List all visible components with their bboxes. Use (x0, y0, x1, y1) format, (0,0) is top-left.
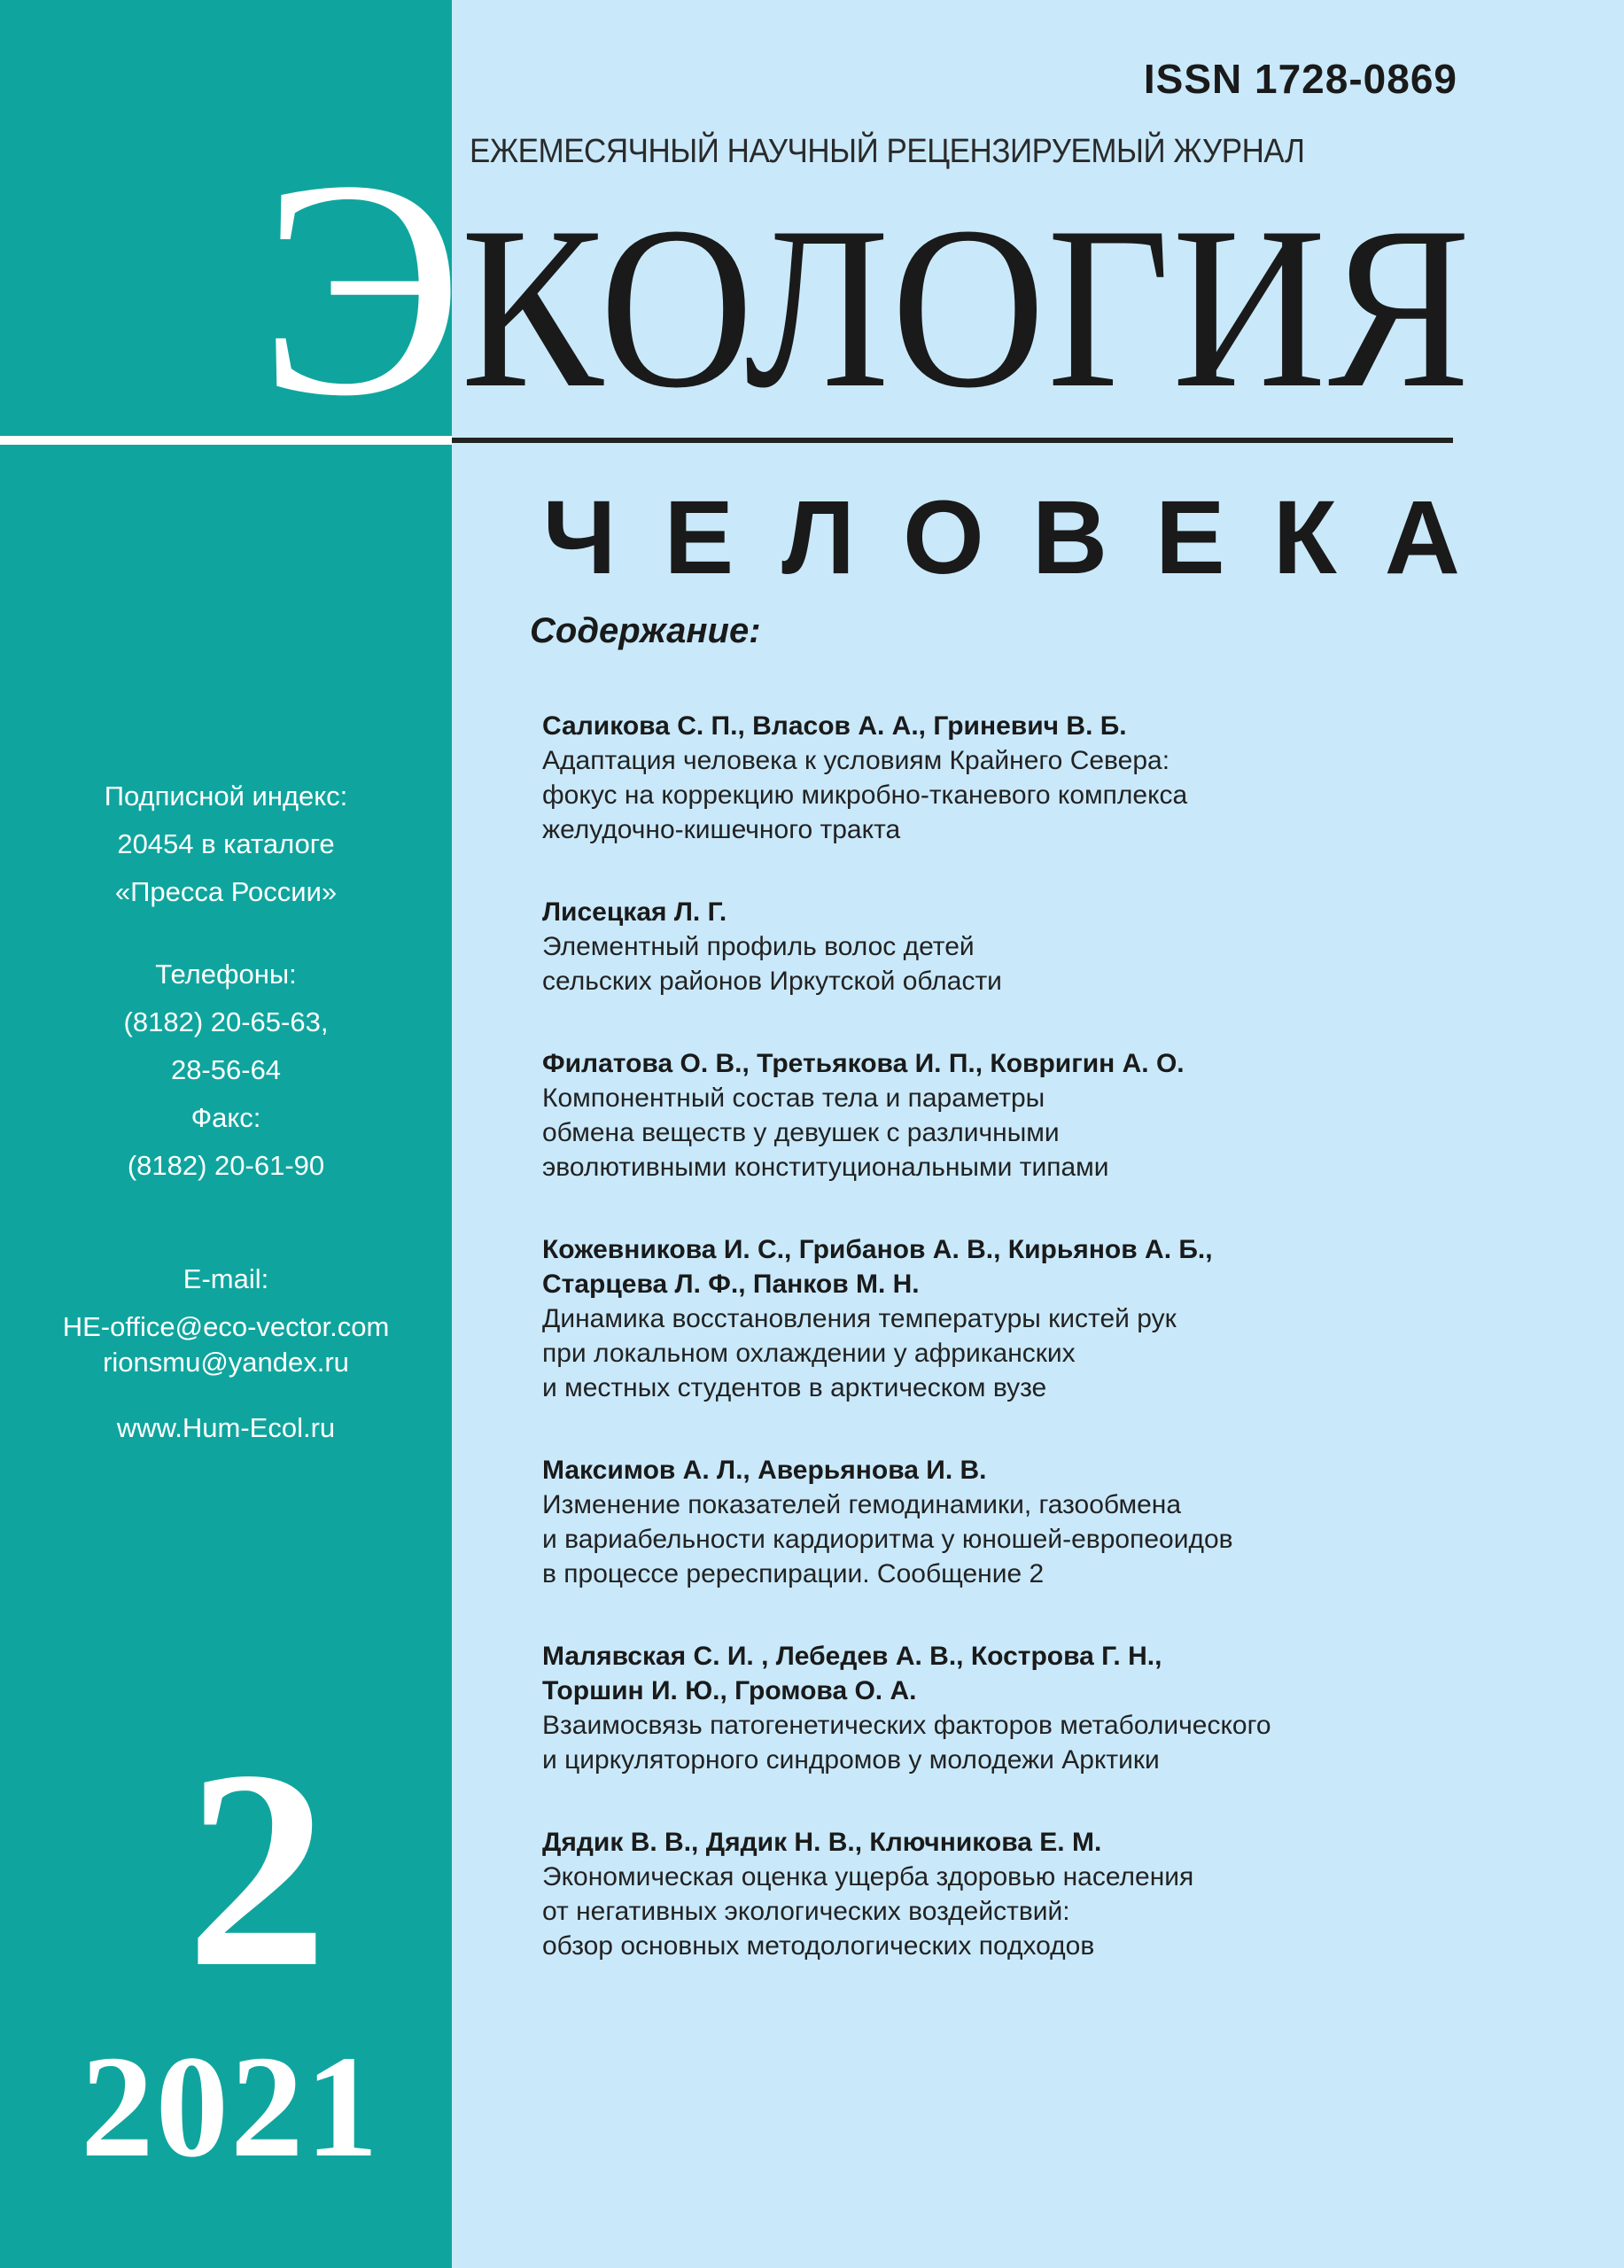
issue-number: 2 (186, 1713, 328, 2026)
contact-phones (0, 951, 452, 1190)
phones-label: Телефоны: (155, 959, 297, 990)
subscription-label: Подписной индекс: (104, 781, 348, 812)
email-label: E-mail: (183, 1263, 269, 1294)
toc-entry-title: Взаимосвязь патогенетических факторов метаболического и циркуляторного синдромов у молодежи Арктики (542, 1711, 1271, 1775)
toc-entry-title: Элементный профиль волос детей сельских районов Иркутской области (542, 932, 1002, 996)
toc-entry (542, 1825, 1588, 1963)
toc-entry-authors: Саликова С. П., Власов А. А., Гриневич В. Б. (542, 711, 1127, 741)
email-address: rionsmu@yandex.ru (103, 1347, 349, 1378)
email-address: HE-office@eco-vector.com (62, 1311, 390, 1342)
toc-entry-authors: Максимов А. Л., Аверьянова И. В. (542, 1456, 987, 1485)
toc-entry-authors: Кожевникова И. С., Грибанов А. В., Кирьянов А. Б., Старцева Л. Ф., Панков М. Н. (542, 1235, 1213, 1299)
toc-entry (542, 1453, 1588, 1591)
issn-label: ISSN 1728-0869 (1143, 56, 1457, 102)
title-main-word: КОЛОГИЯ (461, 179, 1472, 436)
journal-subtitle: ЕЖЕМЕСЯЧНЫЙ НАУЧНЫЙ РЕЦЕНЗИРУЕМЫЙ ЖУРНАЛ (470, 133, 1305, 170)
toc-entry-title: Экономическая оценка ущерба здоровью населения от негативных экологических воздействий: обзор основных методологических подходов (542, 1862, 1194, 1961)
toc-entry-authors: Дядик В. В., Дядик Н. В., Ключникова Е. М. (542, 1828, 1102, 1857)
toc-entry-authors: Филатова О. В., Третьякова И. П., Ковригин А. О. (542, 1049, 1185, 1078)
toc-entry-authors: Малявская С. И. , Лебедев А. В., Кострова Г. Н., Торшин И. Ю., Громова О. А. (542, 1642, 1162, 1705)
toc-entry-title: Динамика восстановления температуры кистей рук при локальном охлаждении у африканских и местных студентов в арктическом вузе (542, 1304, 1177, 1402)
phone-number: 28-56-64 (170, 1054, 282, 1085)
title-second-word: ЧЕЛОВЕКА (542, 479, 1508, 596)
fax-number: (8182) 20-61-90 (127, 1150, 325, 1181)
toc-entry (542, 709, 1588, 847)
toc-entry (542, 1232, 1588, 1405)
toc-entry-title: Адаптация человека к условиям Крайнего Севера: фокус на коррекцию микробно-тканевого комплекса желудочно-кишечного тракта (542, 746, 1188, 844)
toc-entry-title: Компонентный состав тела и параметры обмена веществ у девушек с различными эволютивными конституциональными типами (542, 1084, 1109, 1182)
website-link: www.Hum-Ecol.ru (116, 1412, 336, 1443)
subscription-catalog: «Пресса России» (114, 876, 338, 907)
title-first-letter: Э (259, 116, 464, 460)
table-of-contents (542, 709, 1588, 2011)
fax-label: Факс: (190, 1102, 261, 1133)
issue-year: 2021 (81, 2025, 380, 2187)
toc-entry (542, 1046, 1588, 1184)
toc-entry (542, 1639, 1588, 1777)
subscription-info (0, 773, 452, 916)
contents-heading: Содержание: (530, 611, 761, 650)
subscription-index: 20454 в каталоге (117, 828, 335, 859)
toc-entry-authors: Лисецкая Л. Г. (542, 897, 727, 927)
contact-email (0, 1262, 452, 1446)
toc-entry-title: Изменение показателей гемодинамики, газообмена и вариабельности кардиоритма у юношей-европеоидов в процессе ререспирации. Сообщение 2 (542, 1490, 1233, 1588)
title-rule-dark (452, 438, 1453, 443)
toc-entry (542, 895, 1588, 998)
phone-number: (8182) 20-65-63, (123, 1006, 329, 1037)
